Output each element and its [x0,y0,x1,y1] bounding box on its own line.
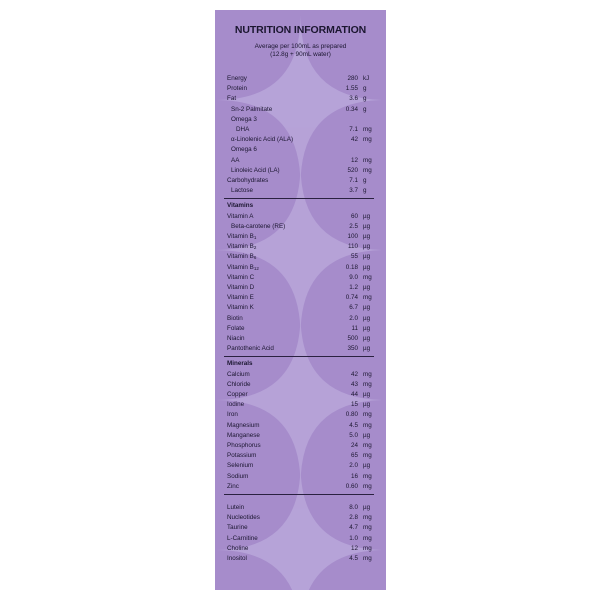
nutrient-value: 11 [351,324,358,332]
nutrient-unit: µg [363,212,371,220]
nutrient-label [227,523,248,532]
subtitle-line-1: Average per 100mL as prepared [254,43,347,50]
nutrient-row [215,544,386,553]
nutrient-unit: µg [363,253,371,261]
nutrient-row [215,461,386,470]
nutrient-name: Potassium [227,452,257,460]
nutrient-label [227,451,256,460]
nutrient-row [215,370,386,379]
nutrient-row [215,145,386,154]
nutrient-value: 520 [347,166,358,174]
nutrient-name: α-Linolenic Acid (ALA) [231,136,294,144]
nutrient-name: Chloride [227,380,251,388]
nutrient-row [215,324,386,333]
nutrient-label [227,273,254,282]
nutrient-label [227,370,250,379]
nutrient-name: Nucleotides [227,514,260,522]
section-divider [224,494,374,495]
nutrient-value: 55 [350,253,358,261]
nutrient-name: Vitamin B [227,263,254,271]
nutrient-label [227,482,239,491]
nutrient-name: Iodine [227,401,245,409]
nutrient-name: Sodium [227,472,249,480]
nutrient-unit: mg [363,370,372,378]
nutrient-value: 44 [350,391,358,398]
nutrient-label [231,166,280,175]
nutrient-unit: mg [363,544,372,552]
nutrient-name: Sn-2 Palmitate [231,105,273,113]
nutrient-row [215,482,386,491]
nutrient-unit: mg [363,524,372,532]
nutrient-value: 3.7 [349,187,358,195]
nutrient-name: Protein [227,85,247,93]
nutrient-label [231,135,293,144]
nutrient-unit: µg [363,345,371,353]
nutrient-subscript: 2 [253,245,257,251]
section-heading-label: Minerals [227,360,253,368]
nutrient-unit: µg [363,431,371,439]
nutrient-value: 1.0 [349,534,358,542]
nutrient-label [231,105,272,114]
nutrient-unit: µg [363,304,371,312]
nutrient-label [227,283,254,292]
nutrient-value: 65 [350,452,358,460]
nutrient-row [215,252,386,261]
nutrient-row [215,135,386,144]
nutrient-name: Vitamin E [227,294,254,302]
nutrient-label [227,344,274,353]
nutrient-label [227,263,259,272]
section-heading [215,201,386,210]
nutrient-row [215,212,386,221]
nutrient-value: 0.80 [345,411,358,419]
nutrient-name: Beta-carotene (RE) [231,222,286,230]
nutrient-subscript: 6 [253,255,257,261]
nutrient-name: Phosphorus [227,442,261,449]
nutrient-row [215,273,386,282]
nutrient-unit: mg [363,482,372,490]
nutrient-value: 280 [347,75,358,82]
nutrient-label [227,324,245,333]
section-divider [224,356,374,357]
nutrient-value: 42 [350,370,358,378]
nutrient-name: Fat [227,95,237,103]
nutrient-value: 2.0 [349,314,358,322]
nutrient-row [215,186,386,195]
nutrient-name: Linoleic Acid (LA) [231,166,280,174]
nutrient-subscript: 1 [253,235,257,240]
nutrient-unit: mg [363,555,372,562]
section-divider [224,198,374,199]
nutrient-unit: g [363,85,367,93]
nutrient-label [227,461,253,470]
nutrient-row [215,380,386,389]
nutrient-row [215,166,386,175]
nutrient-row [215,390,386,399]
nutrient-label [227,334,245,343]
nutrient-row [215,451,386,460]
nutrient-name: Vitamin D [227,284,255,291]
nutrient-value: 16 [350,472,358,480]
nutrient-name: Selenium [227,462,254,470]
nutrient-subscript: 12 [253,265,259,271]
nutrient-row [215,344,386,353]
nutrient-name: Vitamin C [227,273,255,281]
nutrient-name: Magnesium [227,421,260,429]
nutrient-name: Taurine [227,524,248,532]
nutrition-table [215,10,386,590]
nutrient-name: Manganese [227,431,260,439]
nutrient-name: Niacin [227,335,245,342]
nutrient-value: 60 [350,212,358,220]
nutrient-unit: µg [363,222,371,230]
nutrient-unit: g [363,105,367,113]
nutrient-name: Zinc [227,482,239,490]
nutrient-row [215,314,386,323]
nutrient-value: 2.5 [349,222,358,230]
nutrient-name: Calcium [227,370,250,378]
nutrient-label [231,222,285,231]
nutrient-row [215,503,386,512]
nutrient-row [215,105,386,114]
nutrient-value: 3.6 [349,95,358,103]
nutrient-value: 4.5 [349,421,358,429]
nutrient-row [215,513,386,522]
nutrient-label [227,513,260,522]
nutrient-unit: mg [363,421,372,429]
nutrient-value: 15 [350,401,358,409]
nutrient-row [215,334,386,343]
nutrient-label [227,74,247,83]
nutrient-value: 100 [347,233,358,240]
nutrient-row [215,472,386,481]
nutrient-unit: mg [363,156,372,164]
nutrient-row [215,176,386,185]
nutrient-row [215,534,386,543]
nutrient-name: Inositol [227,555,247,562]
panel-title: NUTRITION INFORMATION [234,24,367,36]
nutrient-unit: g [363,177,367,184]
nutrient-label [227,84,247,93]
nutrient-name: Pantothenic Acid [227,345,274,353]
nutrient-name: Vitamin B [227,253,254,261]
nutrient-unit: mg [363,514,372,522]
nutrient-value: 500 [347,335,358,342]
nutrient-unit: mg [363,294,372,302]
nutrient-label [227,421,260,430]
nutrient-value: 8.0 [349,504,358,511]
nutrient-label [227,293,254,302]
nutrient-label [227,380,250,389]
nutrient-row [215,125,386,134]
nutrient-value: 0.18 [345,263,358,271]
nutrient-value: 7.1 [349,177,358,184]
nutrient-row [215,115,386,124]
nutrient-unit: mg [363,411,372,419]
nutrient-unit: mg [363,452,372,460]
section-heading [215,359,386,368]
nutrient-name: Vitamin B [227,243,254,251]
nutrient-name: DHA [236,126,250,133]
nutrient-unit: µg [363,462,371,470]
nutrient-value: 24 [350,442,358,449]
nutrient-unit: mg [363,442,372,449]
nutrient-unit: mg [363,380,372,388]
nutrient-label [227,314,243,323]
nutrient-name: Iron [227,411,238,419]
nutrient-name: L-Carnitine [227,534,258,542]
nutrient-name: Vitamin A [227,212,254,220]
nutrient-label [227,544,248,553]
nutrient-unit: µg [363,314,371,322]
nutrient-label [227,176,268,185]
nutrient-unit: mg [363,126,372,133]
nutrient-row [215,94,386,103]
nutrient-label [227,242,256,251]
nutrient-unit: kJ [363,75,370,82]
nutrient-label [231,145,257,154]
nutrient-name: Omega 6 [231,146,257,154]
nutrient-value: 2.0 [349,462,358,470]
nutrient-row [215,554,386,563]
nutrient-name: Choline [227,544,249,552]
nutrition-panel [215,10,386,590]
nutrient-name: Vitamin K [227,304,254,312]
nutrient-value: 9.0 [349,273,358,281]
nutrient-value: 42 [350,136,358,144]
nutrient-label [227,410,238,419]
nutrient-value: 0.60 [345,482,358,490]
nutrient-label [227,390,248,399]
nutrient-unit: µg [363,263,371,271]
nutrient-unit: mg [363,472,372,480]
nutrient-unit: g [363,95,367,103]
nutrient-row [215,523,386,532]
nutrient-value: 6.7 [349,304,358,312]
nutrient-name: Biotin [227,314,243,322]
section-heading-label: Vitamins [227,202,254,210]
nutrient-value: 1.55 [345,85,358,93]
nutrient-name: Vitamin B [227,233,254,240]
nutrient-value: 12 [350,156,358,164]
nutrient-row [215,156,386,165]
nutrient-name: Lutein [227,504,245,511]
nutrient-row [215,263,386,272]
nutrient-row [215,232,386,241]
nutrient-value: 0.74 [345,294,358,302]
nutrient-unit: µg [363,504,371,511]
nutrient-value: 7.1 [349,126,358,133]
nutrient-row [215,400,386,409]
nutrient-value: 0.34 [345,105,358,113]
nutrient-row [215,431,386,440]
nutrient-name: Folate [227,324,245,332]
nutrient-value: 43 [350,380,358,388]
nutrient-value: 1.2 [349,284,358,291]
nutrient-row [215,421,386,430]
nutrient-label [227,534,258,543]
nutrient-label [231,115,257,124]
nutrient-unit: µg [363,335,371,342]
nutrient-unit: µg [363,391,371,398]
nutrient-name: Copper [227,391,248,398]
subtitle-line-2: (12.8g + 90mL water) [270,51,331,58]
nutrient-label [227,472,248,481]
nutrient-value: 350 [347,345,358,353]
nutrient-value: 110 [347,243,358,251]
nutrient-row [215,242,386,251]
nutrient-label [227,503,244,512]
nutrient-label [227,94,236,103]
nutrient-label [227,212,254,221]
nutrient-value: 12 [350,544,358,552]
nutrient-unit: mg [363,273,372,281]
nutrient-unit: µg [363,233,371,240]
nutrient-value: 4.7 [349,524,358,532]
nutrient-name: Energy [227,75,247,82]
nutrient-value: 4.5 [349,555,358,562]
nutrient-name: Lactose [231,187,254,195]
nutrient-row [215,410,386,419]
nutrient-row [215,222,386,231]
nutrient-label [227,554,247,563]
nutrient-unit: mg [363,166,372,174]
nutrient-value: 2.8 [349,514,358,522]
nutrient-unit: µg [363,284,371,291]
nutrient-row [215,441,386,450]
nutrient-label [227,232,256,241]
nutrient-unit: µg [363,324,371,332]
nutrient-unit: µg [363,243,371,251]
nutrient-row [215,303,386,312]
nutrient-label [227,431,260,440]
nutrient-row [215,293,386,302]
nutrient-unit: mg [363,136,372,144]
nutrient-name: Omega 3 [231,115,257,123]
nutrient-label [227,441,261,450]
nutrient-label [236,125,249,134]
nutrient-row [215,84,386,93]
nutrient-unit: g [363,187,367,195]
nutrient-label [231,186,253,195]
nutrient-value: 5.0 [349,431,358,439]
nutrient-unit: mg [363,534,372,542]
nutrient-unit: µg [363,401,371,409]
nutrient-row [215,74,386,83]
nutrient-label [227,400,244,409]
nutrient-name: AA [231,156,240,164]
nutrient-row [215,283,386,292]
nutrient-name: Carbohydrates [227,177,269,184]
nutrient-label [227,303,254,312]
nutrient-label [227,252,256,261]
nutrient-label [231,156,239,165]
